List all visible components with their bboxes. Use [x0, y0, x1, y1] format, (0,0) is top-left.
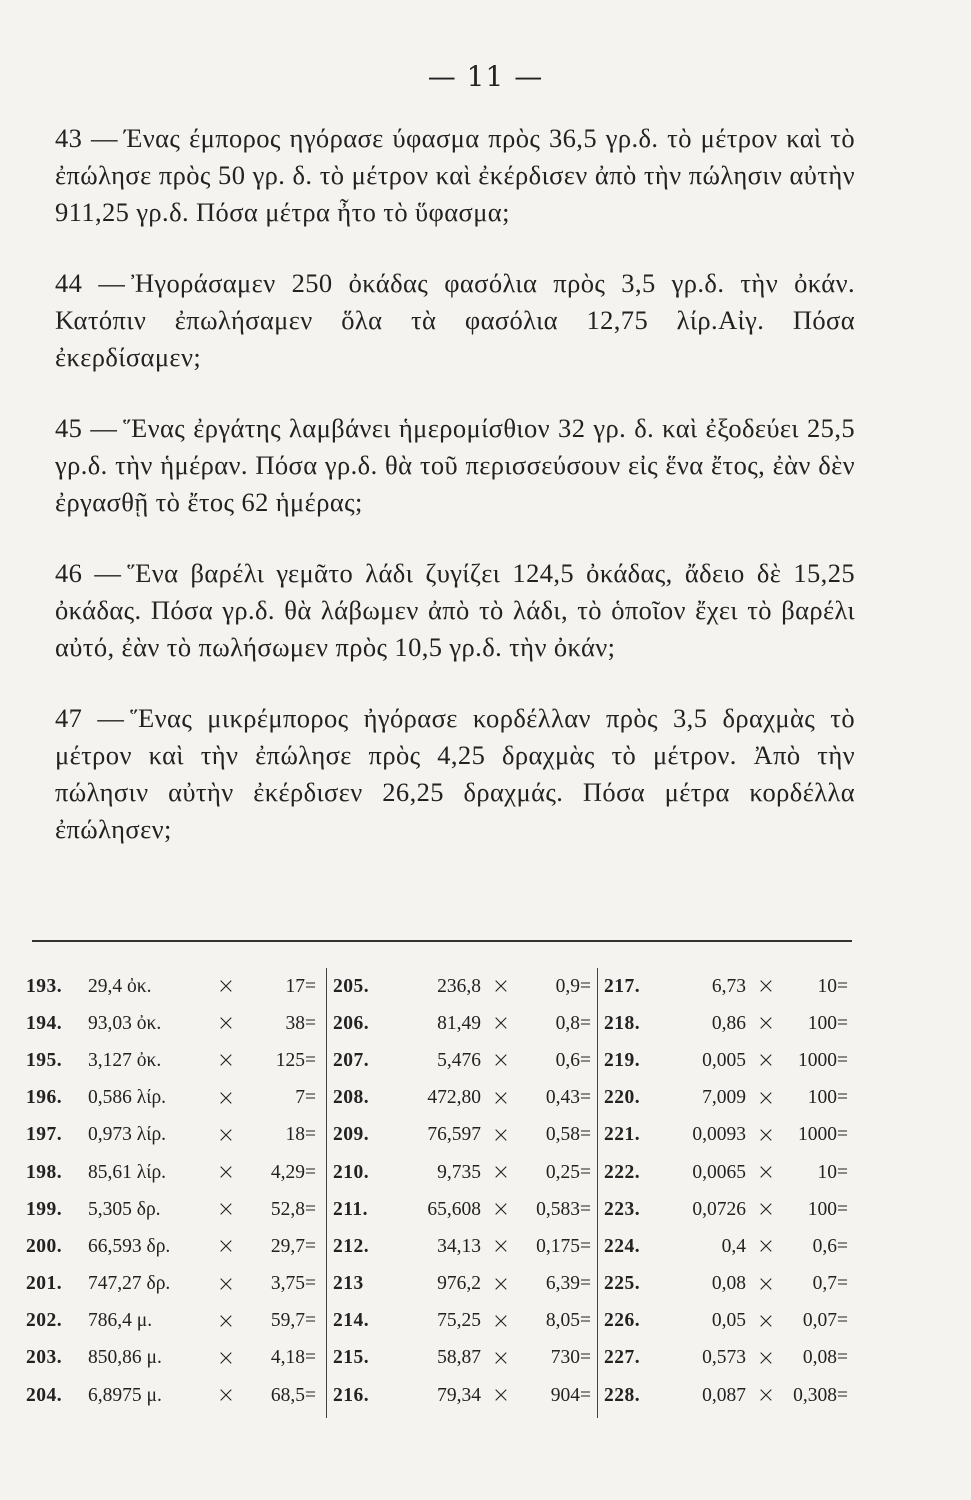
multiply-sign: ×	[216, 1271, 236, 1297]
exercise-row	[327, 1080, 597, 1117]
problem-text: Ἕνας ἐργάτης λαμβάνει ἡμερομίσθιον 32 γρ. δ. καὶ ἐξοδεύει 25,5 γρ.δ. τὴν ἡμέραν. Πόσα γρ.δ. θὰ τοῦ περισσεύσουν εἰς ἕνα ἔτος, ἐὰν δὲν ἐργασθῇ τὸ ἔτος 62 ἡμέρας;	[55, 413, 855, 517]
exercise-number: 222.	[604, 1161, 641, 1183]
exercise-number: 203.	[26, 1347, 63, 1369]
exercise-multiplier: 0,6=	[555, 1049, 591, 1071]
exercise-number: 214.	[333, 1310, 370, 1332]
problem-text: Ένας έμπορος ηγόρασε ύφασμα πρὸς 36,5 γρ.δ. τὸ μέτρον καὶ τὸ ἐπώλησε πρὸς 50 γρ. δ. τὸ μέτρον καὶ ἐκέρδισεν ἀπὸ τὴν πώλησιν αὐτὴν 911,25 γρ.δ. Πόσα μέτρα ἦτο τὸ ὕφασμα;	[55, 123, 855, 227]
multiply-sign: ×	[491, 974, 511, 1000]
exercise-row	[327, 1377, 597, 1414]
exercise-row	[26, 1042, 326, 1079]
exercise-row	[327, 1117, 597, 1154]
exercise-row	[327, 1266, 597, 1303]
multiply-sign: ×	[491, 1160, 511, 1186]
exercise-row	[598, 1228, 853, 1265]
exercise-number: 200.	[26, 1235, 63, 1257]
exercise-value: 0,087	[702, 1384, 746, 1406]
exercise-number: 218.	[604, 1012, 641, 1034]
exercise-multiplier: 730=	[550, 1347, 591, 1369]
exercise-value: 85,61 λίρ.	[88, 1161, 167, 1183]
exercise-row	[26, 1303, 326, 1340]
exercise-value: 3,127 ὀκ.	[88, 1049, 162, 1071]
multiply-sign: ×	[756, 1197, 776, 1223]
exercise-multiplier: 0,175=	[536, 1235, 591, 1257]
exercise-column-2	[326, 968, 597, 1418]
problem-text: Ἕνα βαρέλι γεμᾶτο λάδι ζυγίζει 124,5 ὀκάδας, ἄδειο δὲ 15,25 ὀκάδας. Πόσα γρ.δ. θὰ λάβωμεν ἀπὸ τὸ λάδι, τὸ ὁποῖον ἔχει τὸ βαρέλι αὐτό, ἐὰν τὸ πωλήσωμεν πρὸς 10,5 γρ.δ. τὴν ὀκάν;	[55, 558, 855, 662]
exercise-value: 81,49	[437, 1012, 481, 1034]
exercise-multiplier: 10=	[817, 975, 848, 997]
exercise-value: 34,13	[437, 1235, 481, 1257]
multiply-sign: ×	[756, 1271, 776, 1297]
exercise-number: 208.	[333, 1087, 370, 1109]
exercise-value: 0,973 λίρ.	[88, 1124, 167, 1146]
exercise-multiplier: 8,05=	[545, 1310, 591, 1332]
exercise-number: 216.	[333, 1384, 370, 1406]
exercise-multiplier: 4,29=	[270, 1161, 316, 1183]
multiply-sign: ×	[216, 1383, 236, 1409]
multiply-sign: ×	[216, 1197, 236, 1223]
exercise-number: 225.	[604, 1273, 641, 1295]
exercise-multiplier: 0,08=	[802, 1347, 848, 1369]
exercise-multiplier: 17=	[285, 975, 316, 997]
exercise-value: 0,0726	[692, 1198, 746, 1220]
exercise-multiplier: 0,25=	[545, 1161, 591, 1183]
exercise-row	[26, 1340, 326, 1377]
exercise-multiplier: 125=	[275, 1049, 316, 1071]
exercise-row	[327, 1154, 597, 1191]
exercise-row	[26, 1005, 326, 1042]
exercise-number: 224.	[604, 1235, 641, 1257]
exercise-multiplier: 100=	[807, 1198, 848, 1220]
exercise-number: 223.	[604, 1198, 641, 1220]
exercise-value: 0,0065	[692, 1161, 746, 1183]
exercise-multiplier: 4,18=	[270, 1347, 316, 1369]
exercise-number: 210.	[333, 1161, 370, 1183]
exercise-number: 201.	[26, 1273, 63, 1295]
exercise-multiplier: 3,75=	[270, 1273, 316, 1295]
exercise-row	[598, 1154, 853, 1191]
exercise-multiplier: 29,7=	[270, 1235, 316, 1257]
exercise-multiplier: 6,39=	[545, 1273, 591, 1295]
exercise-value: 6,73	[711, 975, 746, 997]
multiply-sign: ×	[491, 1197, 511, 1223]
exercise-multiplier: 0,58=	[545, 1124, 591, 1146]
exercise-row	[327, 1191, 597, 1228]
exercise-multiplier: 59,7=	[270, 1310, 316, 1332]
multiply-sign: ×	[756, 1345, 776, 1371]
exercise-row	[327, 1303, 597, 1340]
exercise-value: 0,4	[721, 1235, 746, 1257]
exercise-row	[26, 1080, 326, 1117]
exercise-value: 93,03 ὀκ.	[88, 1012, 162, 1034]
exercise-table	[26, 968, 856, 1418]
multiply-sign: ×	[756, 974, 776, 1000]
exercise-number: 209.	[333, 1124, 370, 1146]
multiply-sign: ×	[491, 1345, 511, 1371]
exercise-value: 5,305 δρ.	[88, 1198, 161, 1220]
exercise-number: 196.	[26, 1087, 63, 1109]
exercise-multiplier: 100=	[807, 1087, 848, 1109]
exercise-row	[327, 968, 597, 1005]
exercise-column-3	[597, 968, 853, 1418]
multiply-sign: ×	[216, 1160, 236, 1186]
multiply-sign: ×	[756, 1308, 776, 1334]
multiply-sign: ×	[216, 1308, 236, 1334]
exercise-multiplier: 904=	[550, 1384, 591, 1406]
exercise-value: 66,593 δρ.	[88, 1235, 171, 1257]
exercise-number: 204.	[26, 1384, 63, 1406]
exercise-row	[598, 1340, 853, 1377]
multiply-sign: ×	[491, 1234, 511, 1260]
exercise-row	[598, 1042, 853, 1079]
exercise-value: 6,8975 μ.	[88, 1384, 162, 1406]
exercise-number: 220.	[604, 1087, 641, 1109]
multiply-sign: ×	[756, 1122, 776, 1148]
exercise-row	[327, 1042, 597, 1079]
multiply-sign: ×	[216, 1085, 236, 1111]
exercise-multiplier: 52,8=	[270, 1198, 316, 1220]
multiply-sign: ×	[756, 1048, 776, 1074]
multiply-sign: ×	[491, 1383, 511, 1409]
exercise-number: 193.	[26, 975, 63, 997]
multiply-sign: ×	[491, 1085, 511, 1111]
exercise-value: 5,476	[437, 1049, 481, 1071]
exercise-value: 0,573	[702, 1347, 746, 1369]
exercise-row	[26, 1154, 326, 1191]
multiply-sign: ×	[216, 1345, 236, 1371]
exercise-value: 0,005	[702, 1049, 746, 1071]
exercise-number: 207.	[333, 1049, 370, 1071]
problem-number: 47 —	[55, 703, 125, 733]
exercise-value: 786,4 μ.	[88, 1310, 153, 1332]
exercise-number: 194.	[26, 1012, 63, 1034]
problem-46	[55, 555, 855, 666]
problem-43	[55, 120, 855, 231]
problem-number: 45 —	[55, 413, 118, 443]
exercise-value: 0,05	[711, 1310, 746, 1332]
exercise-row	[327, 1340, 597, 1377]
exercise-number: 212.	[333, 1235, 370, 1257]
exercise-row	[598, 1377, 853, 1414]
exercise-value: 747,27 δρ.	[88, 1273, 171, 1295]
exercise-number: 221.	[604, 1124, 641, 1146]
exercise-value: 472,80	[427, 1087, 481, 1109]
exercise-number: 226.	[604, 1310, 641, 1332]
multiply-sign: ×	[756, 1085, 776, 1111]
exercise-row	[26, 968, 326, 1005]
multiply-sign: ×	[756, 1011, 776, 1037]
multiply-sign: ×	[491, 1122, 511, 1148]
exercise-number: 205.	[333, 975, 370, 997]
exercise-value: 7,009	[702, 1087, 746, 1109]
exercise-multiplier: 0,6=	[812, 1235, 848, 1257]
exercise-multiplier: 18=	[285, 1124, 316, 1146]
exercise-row	[598, 1080, 853, 1117]
exercise-value: 0,86	[711, 1012, 746, 1034]
exercise-multiplier: 100=	[807, 1012, 848, 1034]
problem-text: Ἠγοράσαμεν 250 ὀκάδας φασόλια πρὸς 3,5 γρ.δ. τὴν ὀκάν. Κατόπιν ἐπωλήσαμεν ὅλα τὰ φασόλια 12,75 λίρ.Αἰγ. Πόσα ἐκερδίσαμεν;	[55, 268, 855, 372]
exercise-multiplier: 1000=	[798, 1124, 848, 1146]
exercise-column-1	[26, 968, 326, 1418]
problem-44	[55, 265, 855, 376]
problem-text: Ἕνας μικρέμπορος ἠγόρασε κορδέλλαν πρὸς 3,5 δραχμὰς τὸ μέτρον καὶ τὴν ἐπώλησε πρὸς 4,25 δραχμὰς τὸ μέτρον. Ἀπὸ τὴν πώλησιν αὐτὴν ἐκέρδισεν 26,25 δραχμάς. Πόσα μέτρα κορδέλλα ἐπώλησεν;	[55, 703, 855, 844]
exercise-number: 206.	[333, 1012, 370, 1034]
exercise-row	[26, 1377, 326, 1414]
exercise-row	[26, 1266, 326, 1303]
exercise-row	[327, 1005, 597, 1042]
multiply-sign: ×	[216, 1122, 236, 1148]
exercise-row	[598, 1191, 853, 1228]
exercise-value: 76,597	[427, 1124, 481, 1146]
exercise-value: 850,86 μ.	[88, 1347, 162, 1369]
exercise-value: 236,8	[437, 975, 481, 997]
exercise-multiplier: 7=	[295, 1087, 316, 1109]
divider-rule	[32, 940, 852, 942]
exercise-row	[598, 1266, 853, 1303]
exercise-number: 228.	[604, 1384, 641, 1406]
exercise-multiplier: 0,583=	[536, 1198, 591, 1220]
multiply-sign: ×	[491, 1308, 511, 1334]
problem-45	[55, 410, 855, 521]
exercise-row	[598, 968, 853, 1005]
problem-47	[55, 700, 855, 848]
multiply-sign: ×	[216, 1011, 236, 1037]
exercise-value: 9,735	[437, 1161, 481, 1183]
exercise-multiplier: 38=	[285, 1012, 316, 1034]
exercise-multiplier: 0,07=	[802, 1310, 848, 1332]
multiply-sign: ×	[756, 1160, 776, 1186]
multiply-sign: ×	[216, 1048, 236, 1074]
exercise-row	[26, 1228, 326, 1265]
problem-number: 44 —	[55, 268, 126, 298]
multiply-sign: ×	[216, 974, 236, 1000]
exercise-number: 198.	[26, 1161, 63, 1183]
problem-number: 43 —	[55, 123, 118, 153]
exercise-value: 0,0093	[692, 1124, 746, 1146]
multiply-sign: ×	[491, 1271, 511, 1297]
exercise-row	[26, 1117, 326, 1154]
exercise-multiplier: 0,43=	[545, 1087, 591, 1109]
exercise-number: 202.	[26, 1310, 63, 1332]
exercise-value: 29,4 ὀκ.	[88, 975, 152, 997]
multiply-sign: ×	[756, 1234, 776, 1260]
multiply-sign: ×	[491, 1048, 511, 1074]
multiply-sign: ×	[756, 1383, 776, 1409]
exercise-number: 211.	[333, 1198, 369, 1220]
page-number: — 11 —	[427, 60, 544, 93]
problem-list	[55, 120, 855, 882]
exercise-multiplier: 10=	[817, 1161, 848, 1183]
exercise-row	[598, 1005, 853, 1042]
exercise-multiplier: 68,5=	[270, 1384, 316, 1406]
exercise-multiplier: 1000=	[798, 1049, 848, 1071]
exercise-value: 58,87	[437, 1347, 481, 1369]
exercise-row	[26, 1191, 326, 1228]
exercise-row	[327, 1228, 597, 1265]
exercise-number: 213	[333, 1273, 364, 1295]
exercise-multiplier: 0,308=	[793, 1384, 848, 1406]
exercise-number: 215.	[333, 1347, 370, 1369]
exercise-value: 79,34	[437, 1384, 481, 1406]
exercise-multiplier: 0,9=	[555, 975, 591, 997]
exercise-number: 199.	[26, 1198, 63, 1220]
exercise-number: 219.	[604, 1049, 641, 1071]
exercise-number: 195.	[26, 1049, 63, 1071]
exercise-multiplier: 0,7=	[812, 1273, 848, 1295]
exercise-number: 197.	[26, 1124, 63, 1146]
exercise-row	[598, 1303, 853, 1340]
multiply-sign: ×	[491, 1011, 511, 1037]
exercise-value: 976,2	[437, 1273, 481, 1295]
exercise-multiplier: 0,8=	[555, 1012, 591, 1034]
exercise-row	[598, 1117, 853, 1154]
problem-number: 46 —	[55, 558, 122, 588]
exercise-value: 0,586 λίρ.	[88, 1087, 167, 1109]
exercise-value: 75,25	[437, 1310, 481, 1332]
exercise-number: 227.	[604, 1347, 641, 1369]
exercise-value: 0,08	[711, 1273, 746, 1295]
exercise-number: 217.	[604, 975, 641, 997]
exercise-value: 65,608	[427, 1198, 481, 1220]
multiply-sign: ×	[216, 1234, 236, 1260]
